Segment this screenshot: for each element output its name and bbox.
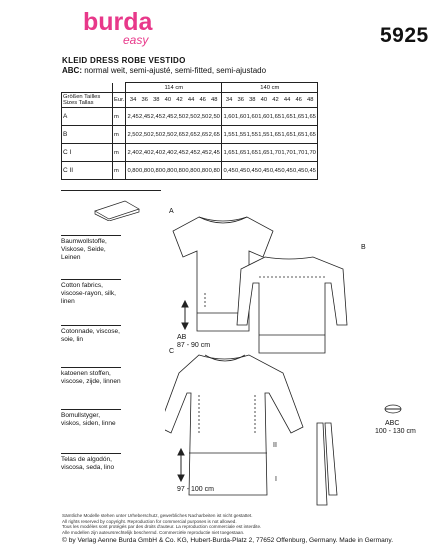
view-label: A	[62, 108, 113, 126]
pattern-number: 5925	[380, 24, 429, 47]
size-cell: 40	[260, 97, 268, 103]
size-cell: 36	[141, 97, 148, 103]
yardage-cell: 0,80	[139, 167, 151, 174]
pattern-header	[62, 56, 392, 76]
fabric-recommendations	[61, 190, 161, 506]
unit-label: m	[113, 108, 126, 126]
yardage-w140	[222, 126, 318, 144]
ab-label: AB	[177, 334, 187, 341]
svg-text:easy: easy	[123, 33, 149, 47]
yardage-cell: 1,55	[223, 131, 235, 138]
fabric-requirement-table	[61, 82, 318, 180]
fabric-item: Cotonnade, viscose, soie, lin	[61, 325, 121, 344]
footer-line-fr: Tous les modèles sont protégés par des droits d'auteur. La reproduction commerciale est interdite.	[62, 524, 262, 530]
yardage-cell: 1,55	[235, 131, 247, 138]
yardage-cell: 1,70	[304, 149, 316, 156]
footer-line-de: Sämtliche Modelle stehen unter Urheberschutz, gewerbliches Nacharbeiten ist nicht gestattet.	[62, 513, 253, 518]
yardage-cell: 1,70	[269, 149, 282, 156]
yardage-cell: 1,65	[269, 131, 282, 138]
yardage-cell: 2,65	[197, 131, 209, 138]
eur-label: Eur.	[113, 93, 126, 108]
yardage-cell: 2,45	[197, 149, 209, 156]
c-length: 97 - 100 cm	[177, 486, 214, 493]
yardage-cell: 2,45	[208, 149, 220, 156]
yardage-cell: 0,45	[304, 167, 316, 174]
yardage-cell: 1,65	[304, 113, 316, 120]
yardage-cell: 1,60	[246, 113, 258, 120]
yardage-cell: 2,50	[162, 131, 174, 138]
yardage-w140	[222, 108, 318, 126]
pattern-subtitle	[62, 66, 392, 76]
view-label: B	[62, 126, 113, 144]
yardage-cell: 0,80	[173, 167, 186, 174]
svg-text:burda: burda	[83, 8, 153, 36]
yardage-cell: 2,50	[127, 131, 139, 138]
variants-label: ABC:	[62, 66, 82, 75]
yardage-cell: 0,45	[246, 167, 258, 174]
yardage-cell: 2,50	[139, 131, 151, 138]
unit-label: m	[113, 144, 126, 162]
view-label: C II	[62, 162, 113, 180]
ab-length: 87 - 90 cm	[177, 342, 211, 349]
unit-label: m	[113, 162, 126, 180]
yardage-cell: 0,80	[162, 167, 174, 174]
size-cell: 42	[176, 97, 183, 103]
yardage-cell: 1,60	[223, 113, 235, 120]
yardage-cell: 0,80	[150, 167, 162, 174]
yardage-cell: 2,50	[150, 131, 162, 138]
size-cell: 46	[295, 97, 302, 103]
yardage-cell: 1,65	[293, 131, 305, 138]
pattern-title: KLEID DRESS ROBE VESTIDO	[62, 56, 186, 65]
yardage-cell: 0,80	[185, 167, 197, 174]
yardage-cell: 1,70	[293, 149, 305, 156]
yardage-cell: 0,45	[235, 167, 247, 174]
table-row	[62, 108, 318, 126]
yardage-w114	[126, 108, 222, 126]
table-row	[62, 126, 318, 144]
label-b: B	[361, 244, 366, 251]
yardage-cell: 2,40	[150, 149, 162, 156]
belt-label: ABC	[385, 420, 400, 427]
yardage-cell: 1,65	[269, 113, 282, 120]
fabric-item: Baumwollstoffe, Viskose, Seide, Leinen	[61, 235, 121, 262]
fabric-width-114: 114 cm	[126, 83, 222, 93]
yardage-cell: 0,45	[269, 167, 282, 174]
label-a: A	[169, 208, 174, 215]
yardage-cell: 0,80	[197, 167, 209, 174]
size-cell: 36	[237, 97, 244, 103]
unit-label: m	[113, 126, 126, 144]
yardage-cell: 0,80	[127, 167, 139, 174]
yardage-w140	[222, 144, 318, 162]
footer	[62, 513, 442, 545]
yardage-cell: 0,80	[208, 167, 220, 174]
fabric-item: Telas de algodón, viscosa, seda, lino	[61, 453, 121, 472]
yardage-cell: 1,65	[281, 113, 293, 120]
size-cell: 40	[164, 97, 172, 103]
belt-length: 100 - 130 cm	[375, 428, 416, 435]
yardage-w114	[126, 126, 222, 144]
yardage-cell: 2,50	[197, 113, 209, 120]
sizes-114	[126, 93, 222, 108]
size-cell: 48	[307, 97, 314, 103]
yardage-cell: 2,40	[139, 149, 151, 156]
yardage-cell: 0,45	[293, 167, 305, 174]
yardage-cell: 0,45	[223, 167, 235, 174]
yardage-cell: 2,45	[185, 149, 197, 156]
yardage-w140	[222, 162, 318, 180]
yardage-cell: 0,45	[258, 167, 270, 174]
yardage-cell: 2,45	[150, 113, 162, 120]
yardage-cell: 2,65	[185, 131, 197, 138]
technical-drawings	[165, 195, 445, 515]
panel-i-label: I	[275, 476, 277, 483]
size-cell: 34	[129, 97, 137, 103]
yardage-cell: 1,55	[258, 131, 270, 138]
size-cell: 38	[249, 97, 256, 103]
table-row	[62, 144, 318, 162]
footer-line-nl: Alle modellen zijn auteursrechtelijk beschermd. Commerciële reproductie niet toegestaan.	[62, 529, 245, 535]
yardage-cell: 2,65	[173, 131, 186, 138]
yardage-cell: 1,65	[235, 149, 247, 156]
yardage-cell: 2,50	[173, 113, 186, 120]
yardage-cell: 2,45	[127, 113, 139, 120]
copyright: © by Verlag Aenne Burda GmbH & Co. KG, Hubert-Burda-Platz 2, 77652 Offenburg, Germany. Made in Germany.	[62, 537, 394, 545]
fit-description: normal weit, semi-ajusté, semi-fitted, semi-ajustado	[82, 66, 267, 75]
yardage-w114	[126, 144, 222, 162]
fabric-item: Cotton fabrics, viscose-rayon, silk, linen	[61, 279, 121, 306]
yardage-cell: 1,60	[235, 113, 247, 120]
yardage-cell: 2,45	[162, 113, 174, 120]
yardage-cell: 1,65	[246, 149, 258, 156]
yardage-cell: 1,65	[223, 149, 235, 156]
size-cell: 48	[211, 97, 218, 103]
yardage-cell: 1,65	[281, 131, 293, 138]
yardage-cell: 0,45	[281, 167, 293, 174]
yardage-cell: 2,40	[162, 149, 174, 156]
fabric-item: katoenen stoffen, viscose, zijde, linnen	[61, 367, 121, 386]
fabric-width-140: 140 cm	[222, 83, 318, 93]
size-cell: 44	[187, 97, 195, 103]
yardage-cell: 2,45	[139, 113, 151, 120]
size-cell: 46	[199, 97, 206, 103]
yardage-cell: 2,45	[173, 149, 186, 156]
size-cell: 44	[283, 97, 291, 103]
yardage-cell: 2,50	[185, 113, 197, 120]
yardage-cell: 1,65	[304, 131, 316, 138]
yardage-cell: 1,70	[281, 149, 293, 156]
table-row	[62, 162, 318, 180]
yardage-cell: 2,50	[208, 113, 220, 120]
dress-c-drawing	[165, 355, 303, 495]
footer-line-en: All rights reserved by copyright. Reproduction for commercial purposes is not allowed.	[62, 518, 237, 524]
label-c: C	[169, 348, 175, 355]
belt-tie-drawing	[317, 423, 337, 505]
yardage-cell: 1,55	[246, 131, 258, 138]
yardage-cell: 2,65	[208, 131, 220, 138]
yardage-cell: 1,65	[258, 149, 270, 156]
size-header: Größen Tailles Sizes Tallas	[62, 93, 113, 108]
fabric-fold-icon	[91, 197, 141, 221]
size-cell: 42	[272, 97, 279, 103]
panel-ii-label: II	[273, 442, 277, 449]
yardage-cell: 2,40	[127, 149, 139, 156]
burda-easy-logo	[83, 6, 155, 50]
size-cell: 38	[153, 97, 160, 103]
view-label: C I	[62, 144, 113, 162]
yardage-cell: 1,60	[258, 113, 270, 120]
yardage-cell: 1,65	[293, 113, 305, 120]
size-cell: 34	[225, 97, 233, 103]
yardage-w114	[126, 162, 222, 180]
sizes-140	[222, 93, 318, 108]
fabric-item: Bomullstyger, viskos, siden, linne	[61, 409, 121, 428]
dress-b-drawing	[237, 257, 347, 353]
